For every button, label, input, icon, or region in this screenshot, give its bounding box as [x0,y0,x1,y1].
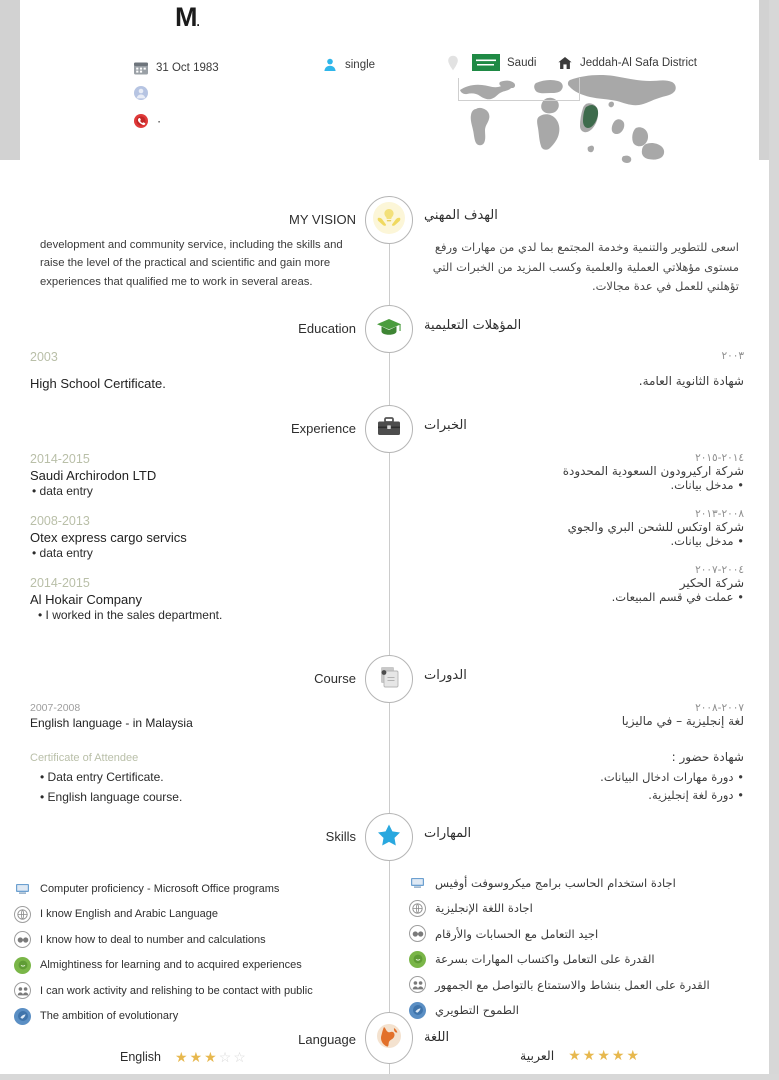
rating-star: ★ [582,1047,596,1064]
skill-item [14,957,364,974]
experience-bullet-text-ar: مدخل بيانات. [670,478,734,492]
section-label-experience-en: Experience [290,421,356,436]
left-gutter [0,0,20,160]
skill-text: Computer proficiency - Microsoft Office programs [40,882,280,895]
experience-bullet-ar: • مدخل بيانات. [670,534,744,548]
experience-bullet: • I worked in the sales department. [38,608,223,622]
language-icon [14,906,31,923]
single-person-icon [322,57,338,73]
experience-bullet-text: I worked in the sales department. [45,608,223,622]
course-cert-item: • Data entry Certificate. [40,770,164,784]
learning-icon [14,957,31,974]
experience-org-ar: شركة اركيرودون السعودية المحدودة [562,464,744,478]
language-name-arabic: العربية [520,1048,555,1063]
timeline-node-experience[interactable] [365,405,413,453]
marital-status-row [322,57,375,73]
phone-icon [133,113,149,129]
experience-bullet-ar: • عملت في قسم المبيعات. [611,590,744,604]
rating-star: ☆ [218,1049,232,1065]
skill-text-ar: الطموح التطويري [435,1003,519,1017]
section-label-course-en: Course [314,671,356,686]
language-rating-arabic [520,1048,639,1063]
skills-list-ar [409,874,749,1027]
section-label-skills-ar: المهارات [424,826,472,841]
rating-star: ★ [204,1049,217,1065]
experience-org: Otex express cargo servics [30,530,187,545]
experience-bullet: • data entry [32,546,93,560]
skill-text: The ambition of evolutionary [40,1010,179,1022]
skill-text-ar: اجادة استخدام الحاسب برامج ميكروسوفت أوفيس [435,875,676,890]
experience-bullet-text: data entry [39,546,93,560]
ambition-icon [14,1008,31,1025]
education-item-ar [414,350,744,388]
person-badge-icon [133,85,149,101]
skill-item-ar [409,1002,749,1019]
course-title: English language - in Malaysia [30,716,193,730]
star-icon [376,822,402,853]
education-year-ar: ٢٠٠٣ [721,350,744,362]
skill-item-ar [409,951,749,968]
bottom-bar [0,1074,779,1080]
rating-star: ★ [611,1047,625,1064]
ambition-icon [409,1002,426,1019]
calendar-icon [133,60,149,76]
experience-org: Al Hokair Company [30,592,142,607]
globe-icon [374,1021,404,1056]
hands-lightbulb-icon [372,201,406,240]
experience-item [30,576,360,622]
experience-bullet-ar: • مدخل بيانات. [670,478,744,492]
vision-body-ar: اسعى للتطوير والتنمية وخدمة المجتمع بما لدي من مهارات ورفع مستوى مؤهلاتي العملية والعلمية وكسب المزيد من الخبرات التي تؤهلني للعمل في عدة مجالات. [432,240,739,294]
experience-bullet-text-ar: عملت في قسم المبيعات. [611,590,734,604]
course-cert-item-ar: • دورة مهارات ادخال البيانات. [600,770,744,784]
experience-year-ar: ٢٠٠٤-٢٠٠٧ [695,564,744,576]
course-title-ar: لغة إنجليزية – في ماليزيا [621,714,744,728]
language-icon [409,900,426,917]
course-year: 2007-2008 [30,702,81,714]
education-list-en [30,350,360,392]
experience-bullet: • data entry [32,484,93,498]
skill-text: I can work activity and relishing to be contact with public [40,984,313,997]
rating-star: ★ [597,1047,610,1064]
skill-item-ar [409,900,749,917]
skill-item [14,880,364,897]
skill-text-ar: القدرة على التعامل واكتساب المهارات بسرعة [435,952,655,966]
country-value: Saudi [507,56,537,69]
experience-bullet-text: data entry [39,484,93,498]
experience-org: Saudi Archirodon LTD [30,468,157,483]
rating-star: ★ [189,1049,203,1065]
experience-list-en [30,452,360,622]
course-cert-item-ar: • دورة لغة إنجليزية. [648,788,744,802]
experience-list-ar [414,452,744,604]
star-rating-arabic [568,1049,639,1063]
language-rating-english [120,1050,246,1064]
course-cert-item-text: English language course. [47,790,183,804]
section-label-experience-ar: الخبرات [424,418,467,433]
numbers-icon [14,931,31,948]
skill-text-ar: اجيد التعامل مع الحسابات والأرقام [435,926,599,941]
education-list-ar [414,350,744,388]
section-label-education-ar: المؤهلات التعليمية [424,318,522,333]
world-map [440,68,690,163]
course-cert-item: • English language course. [40,790,183,804]
experience-year-ar: ٢٠١٤-٢٠١٥ [695,452,744,464]
star-rating-english [175,1050,246,1064]
vision-body-en: development and community service, including the skills and raise the level of the practical and scientific and gain more experiences that qualified me to work in several areas. [40,239,343,288]
education-item [30,350,360,391]
skill-item [14,931,364,948]
course-cert-item-text-ar: دورة مهارات ادخال البيانات. [600,770,734,784]
section-label-course-ar: الدورات [424,668,467,683]
rating-star: ☆ [233,1049,246,1065]
section-label-education-en: Education [298,321,356,336]
experience-org-ar: شركة اوتكس للشحن البري والجوي [567,520,744,534]
people-icon [409,976,426,993]
logo-dot: . [196,15,199,29]
rating-star: ★ [626,1047,639,1064]
course-block-ar [414,702,744,802]
experience-org-ar: شركة الحكير [679,576,744,590]
timeline-node-vision[interactable] [365,196,413,244]
timeline-node-course[interactable] [365,655,413,703]
timeline-node-language[interactable] [365,1012,413,1064]
skill-text-ar: اجادة اللغة الإنجليزية [435,901,533,915]
section-label-skills-en: Skills [325,829,356,844]
rating-star: ★ [568,1047,581,1064]
education-year: 2003 [30,350,58,364]
timeline-node-skills[interactable] [365,813,413,861]
experience-item [30,514,360,560]
date-of-birth-row [133,60,219,76]
section-label-language-en: Language [298,1032,356,1047]
course-cert-item-text: Data entry Certificate. [47,770,164,784]
education-title: High School Certificate. [30,376,166,391]
skill-item-ar [409,925,749,942]
skill-item [14,906,364,923]
numbers-icon [409,925,426,942]
experience-item-ar [414,452,744,492]
map-connector-line [458,78,580,101]
computer-icon [409,874,426,891]
experience-year: 2008-2013 [30,514,90,528]
experience-item-ar [414,508,744,548]
monogram-logo [175,2,199,33]
experience-year-ar: ٢٠٠٨-٢٠١٣ [695,508,744,520]
learning-icon [409,951,426,968]
skill-text: I know English and Arabic Language [40,908,218,920]
right-edge-bar [769,0,779,1080]
phone-row [133,113,162,129]
section-label-vision-en: MY VISION [289,212,356,227]
experience-year: 2014-2015 [30,576,90,590]
skill-item-ar [409,874,749,891]
rating-star: ★ [175,1049,188,1065]
education-title-ar: شهادة الثانوية العامة. [638,374,744,388]
experience-bullet-text-ar: مدخل بيانات. [670,534,734,548]
people-icon [14,982,31,999]
language-name-english: English [120,1050,161,1064]
city-value: Jeddah-Al Safa District [580,57,697,69]
skill-text: Almightiness for learning and to acquired experiences [40,959,302,971]
skills-list-en [14,880,364,1033]
date-of-birth-value: 31 Oct 1983 [156,62,219,74]
section-label-language-ar: اللغة [424,1030,450,1045]
gender-row [133,85,156,101]
experience-item-ar [414,564,744,604]
course-year-ar: ٢٠٠٧-٢٠٠٨ [695,702,744,714]
phone-value: ٠ [156,116,163,128]
graduation-cap-icon [375,313,403,346]
course-cert-heading-ar: شهادة حضور : [671,750,744,764]
course-cert-item-text-ar: دورة لغة إنجليزية. [648,788,734,802]
skill-text-ar: القدرة على العمل بنشاط والاستمتاع بالتواصل مع الجمهور [435,977,710,992]
course-block-en [30,702,360,804]
section-label-vision-ar: الهدف المهني [424,208,498,223]
logo-letter: M [175,2,197,32]
experience-item [30,452,360,498]
briefcase-icon [376,414,402,445]
marital-status-value: single [345,59,376,71]
skill-item [14,982,364,999]
timeline-node-education[interactable] [365,305,413,353]
skill-text: I know how to deal to number and calculations [40,933,266,946]
certificate-document-icon [376,664,402,695]
computer-icon [14,880,31,897]
experience-year: 2014-2015 [30,452,90,466]
course-cert-heading: Certificate of Attendee [30,752,139,764]
skill-item [14,1008,364,1025]
skill-item-ar [409,976,749,993]
